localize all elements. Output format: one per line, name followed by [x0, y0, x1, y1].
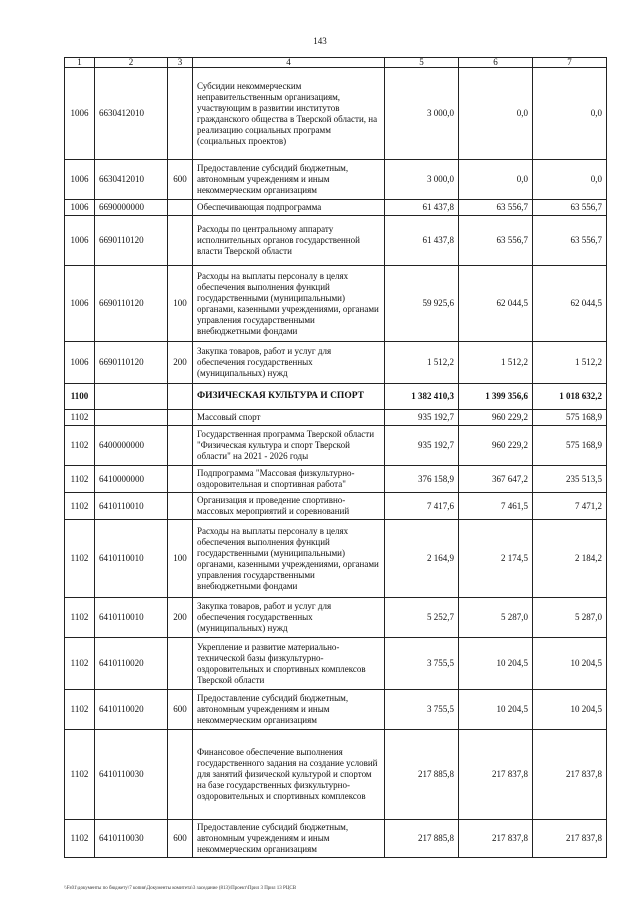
target-article-code-cell: 6690110120 — [95, 342, 168, 384]
amount-2024-cell: 935 192,7 — [385, 410, 459, 426]
table-body — [65, 68, 607, 858]
page-number: 143 — [313, 36, 327, 46]
target-article-code-cell: 6410110010 — [95, 520, 168, 598]
amount-2026-cell: 7 471,2 — [533, 493, 607, 520]
target-article-code-cell: 6690000000 — [95, 200, 168, 216]
section-code-cell: 1006 — [65, 216, 95, 266]
amount-2024-cell: 2 164,9 — [385, 520, 459, 598]
table-row — [65, 598, 607, 638]
expense-name-cell: Расходы на выплаты персоналу в целях обеспечения выполнения функций государственными (муниципальными) органами, казенными учреждениями, органами управления государственными внебюджетными фондами — [193, 520, 385, 598]
section-code-cell: 1102 — [65, 520, 95, 598]
section-code-cell: 1006 — [65, 68, 95, 160]
expense-type-code-cell: 100 — [168, 266, 193, 342]
target-article-code-cell: 6690110120 — [95, 266, 168, 342]
section-code-cell: 1102 — [65, 410, 95, 426]
section-code-cell: 1006 — [65, 266, 95, 342]
target-article-code-cell: 6410110020 — [95, 690, 168, 730]
amount-2026-cell: 10 204,5 — [533, 690, 607, 730]
amount-2026-cell: 0,0 — [533, 160, 607, 200]
amount-2025-cell: 0,0 — [459, 160, 533, 200]
amount-2024-cell: 1 512,2 — [385, 342, 459, 384]
section-code-cell: 1100 — [65, 384, 95, 410]
expense-type-code-cell: 600 — [168, 820, 193, 858]
target-article-code-cell: 6690110120 — [95, 216, 168, 266]
amount-2026-cell: 1 512,2 — [533, 342, 607, 384]
file-path-footer: \\Fs01\документы по бюджету\7 копия\Документы комитета\3 заседание (813)\Проект\Прил 3 Прил 13 РЦСВ — [64, 886, 297, 891]
amount-2024-cell: 3 755,5 — [385, 638, 459, 690]
expense-type-code-cell — [168, 466, 193, 493]
amount-2026-cell: 63 556,7 — [533, 200, 607, 216]
table-row — [65, 638, 607, 690]
target-article-code-cell: 6410110020 — [95, 638, 168, 690]
expense-type-code-cell — [168, 493, 193, 520]
column-header: 5 — [385, 58, 459, 68]
table-row — [65, 342, 607, 384]
amount-2026-cell: 217 837,8 — [533, 820, 607, 858]
budget-table — [64, 57, 607, 858]
amount-2024-cell: 1 382 410,3 — [385, 384, 459, 410]
column-header: 7 — [533, 58, 607, 68]
amount-2024-cell: 376 158,9 — [385, 466, 459, 493]
expense-name-cell: Укрепление и развитие материально-технической базы физкультурно-оздоровительных и спортивных комплексов Тверской области — [193, 638, 385, 690]
expense-name-cell: Организация и проведение спортивно-массовых мероприятий и соревнований — [193, 493, 385, 520]
amount-2025-cell: 217 837,8 — [459, 820, 533, 858]
amount-2025-cell: 1 399 356,6 — [459, 384, 533, 410]
section-code-cell: 1102 — [65, 820, 95, 858]
table-row — [65, 266, 607, 342]
expense-name-cell: Обеспечивающая подпрограмма — [193, 200, 385, 216]
amount-2024-cell: 217 885,8 — [385, 730, 459, 820]
amount-2024-cell: 3 000,0 — [385, 68, 459, 160]
target-article-code-cell — [95, 410, 168, 426]
expense-name-cell: Подпрограмма "Массовая физкультурно-оздоровительная и спортивная работа" — [193, 466, 385, 493]
column-header: 4 — [193, 58, 385, 68]
expense-type-code-cell — [168, 68, 193, 160]
amount-2025-cell: 10 204,5 — [459, 690, 533, 730]
amount-2025-cell: 63 556,7 — [459, 200, 533, 216]
table-row — [65, 410, 607, 426]
expense-type-code-cell — [168, 216, 193, 266]
target-article-code-cell: 6410000000 — [95, 466, 168, 493]
table-row — [65, 384, 607, 410]
table-row — [65, 690, 607, 730]
amount-2026-cell: 1 018 632,2 — [533, 384, 607, 410]
table-row — [65, 216, 607, 266]
target-article-code-cell: 6630412010 — [95, 68, 168, 160]
section-code-cell: 1006 — [65, 200, 95, 216]
table-row — [65, 493, 607, 520]
column-header: 1 — [65, 58, 95, 68]
expense-type-code-cell: 600 — [168, 160, 193, 200]
target-article-code-cell: 6410110010 — [95, 598, 168, 638]
table-row — [65, 68, 607, 160]
expense-name-cell: Финансовое обеспечение выполнения государственного задания на создание условий для занятий физической культурой и спортом на базе государственных физкультурно-оздоровительных и спортивных комплексов — [193, 730, 385, 820]
amount-2025-cell: 217 837,8 — [459, 730, 533, 820]
target-article-code-cell: 6410110030 — [95, 820, 168, 858]
table-row — [65, 160, 607, 200]
target-article-code-cell: 6410110030 — [95, 730, 168, 820]
amount-2026-cell: 63 556,7 — [533, 216, 607, 266]
amount-2025-cell: 960 229,2 — [459, 426, 533, 466]
amount-2026-cell: 5 287,0 — [533, 598, 607, 638]
table-row — [65, 520, 607, 598]
table-row — [65, 730, 607, 820]
table-row — [65, 200, 607, 216]
target-article-code-cell: 6400000000 — [95, 426, 168, 466]
expense-type-code-cell — [168, 730, 193, 820]
column-header: 2 — [95, 58, 168, 68]
amount-2025-cell: 2 174,5 — [459, 520, 533, 598]
amount-2024-cell: 3 755,5 — [385, 690, 459, 730]
amount-2024-cell: 217 885,8 — [385, 820, 459, 858]
amount-2025-cell: 62 044,5 — [459, 266, 533, 342]
expense-name-cell: Расходы на выплаты персоналу в целях обеспечения выполнения функций государственными (муниципальными) органами, казенными учреждениями, органами управления государственными внебюджетными фондами — [193, 266, 385, 342]
amount-2024-cell: 61 437,8 — [385, 216, 459, 266]
table-row — [65, 820, 607, 858]
section-code-cell: 1006 — [65, 160, 95, 200]
amount-2025-cell: 5 287,0 — [459, 598, 533, 638]
section-code-cell: 1102 — [65, 598, 95, 638]
column-header: 6 — [459, 58, 533, 68]
amount-2026-cell: 235 513,5 — [533, 466, 607, 493]
amount-2026-cell: 217 837,8 — [533, 730, 607, 820]
expense-name-cell: Массовый спорт — [193, 410, 385, 426]
target-article-code-cell — [95, 384, 168, 410]
expense-type-code-cell — [168, 384, 193, 410]
expense-type-code-cell — [168, 200, 193, 216]
expense-name-cell: Предоставление субсидий бюджетным, автономным учреждениям и иным некоммерческим организациям — [193, 690, 385, 730]
section-code-cell: 1102 — [65, 690, 95, 730]
target-article-code-cell: 6410110010 — [95, 493, 168, 520]
section-code-cell: 1006 — [65, 342, 95, 384]
expense-type-code-cell: 200 — [168, 598, 193, 638]
expense-name-cell: Предоставление субсидий бюджетным, автономным учреждениям и иным некоммерческим организациям — [193, 160, 385, 200]
target-article-code-cell: 6630412010 — [95, 160, 168, 200]
amount-2024-cell: 7 417,6 — [385, 493, 459, 520]
section-code-cell: 1102 — [65, 426, 95, 466]
section-code-cell: 1102 — [65, 638, 95, 690]
amount-2025-cell: 10 204,5 — [459, 638, 533, 690]
expense-name-cell: Расходы по центральному аппарату исполнительных органов государственной власти Тверской области — [193, 216, 385, 266]
expense-type-code-cell — [168, 410, 193, 426]
expense-name-cell: ФИЗИЧЕСКАЯ КУЛЬТУРА И СПОРТ — [193, 384, 385, 410]
amount-2024-cell: 61 437,8 — [385, 200, 459, 216]
amount-2026-cell: 575 168,9 — [533, 410, 607, 426]
amount-2025-cell: 7 461,5 — [459, 493, 533, 520]
table-row — [65, 426, 607, 466]
amount-2024-cell: 5 252,7 — [385, 598, 459, 638]
header-row — [65, 58, 607, 68]
amount-2026-cell: 0,0 — [533, 68, 607, 160]
section-code-cell: 1102 — [65, 730, 95, 820]
table-row — [65, 466, 607, 493]
expense-type-code-cell: 600 — [168, 690, 193, 730]
amount-2025-cell: 960 229,2 — [459, 410, 533, 426]
section-code-cell: 1102 — [65, 493, 95, 520]
expense-type-code-cell — [168, 638, 193, 690]
expense-name-cell: Закупка товаров, работ и услуг для обеспечения государственных (муниципальных) нужд — [193, 342, 385, 384]
amount-2026-cell: 2 184,2 — [533, 520, 607, 598]
expense-type-code-cell: 100 — [168, 520, 193, 598]
expense-name-cell: Государственная программа Тверской области "Физическая культура и спорт Тверской области" на 2021 - 2026 годы — [193, 426, 385, 466]
amount-2025-cell: 0,0 — [459, 68, 533, 160]
section-code-cell: 1102 — [65, 466, 95, 493]
amount-2026-cell: 575 168,9 — [533, 426, 607, 466]
expense-name-cell: Закупка товаров, работ и услуг для обеспечения государственных (муниципальных) нужд — [193, 598, 385, 638]
amount-2025-cell: 367 647,2 — [459, 466, 533, 493]
amount-2026-cell: 10 204,5 — [533, 638, 607, 690]
column-header: 3 — [168, 58, 193, 68]
amount-2025-cell: 63 556,7 — [459, 216, 533, 266]
expense-type-code-cell: 200 — [168, 342, 193, 384]
expense-name-cell: Предоставление субсидий бюджетным, автономным учреждениям и иным некоммерческим организациям — [193, 820, 385, 858]
amount-2024-cell: 59 925,6 — [385, 266, 459, 342]
amount-2026-cell: 62 044,5 — [533, 266, 607, 342]
expense-name-cell: Субсидии некоммерческим неправительственным организациям, участвующим в развитии институтов гражданского общества в Тверской области, на реализацию социальных программ (социальных проектов) — [193, 68, 385, 160]
amount-2024-cell: 935 192,7 — [385, 426, 459, 466]
amount-2024-cell: 3 000,0 — [385, 160, 459, 200]
expense-type-code-cell — [168, 426, 193, 466]
amount-2025-cell: 1 512,2 — [459, 342, 533, 384]
